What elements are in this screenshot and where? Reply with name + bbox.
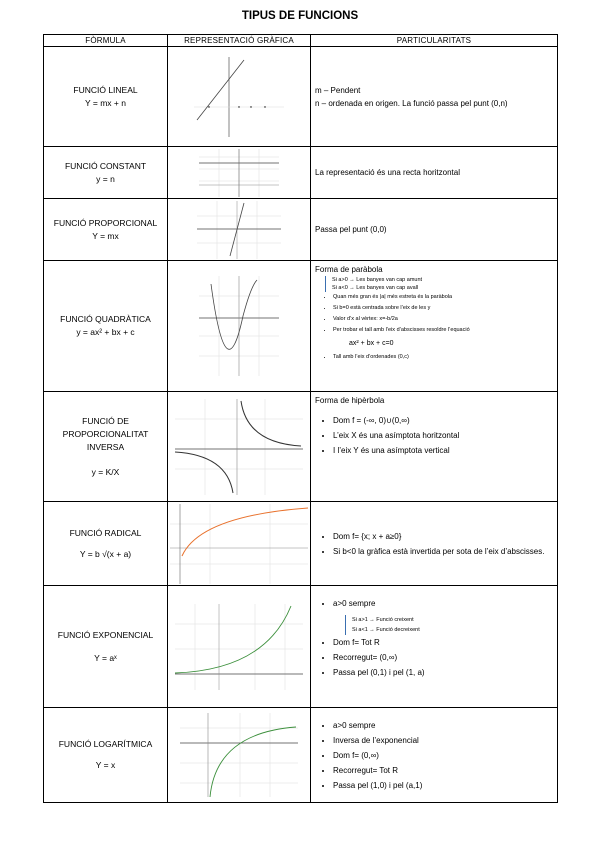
detail-heading: Forma de paràbola [315,265,383,274]
page-title: TIPUS DE FUNCIONS [241,10,359,22]
header-graph: REPRESENTACIÓ GRÀFICA [168,35,311,47]
function-name: FUNCIÓ CONSTANT [64,160,147,171]
function-name: FUNCIÓ EXPONENCIAL [57,629,154,640]
function-name: PROPORCIONALITAT [62,428,149,439]
bullet-list [315,635,557,680]
brace-line: Si a>0 → Les banyes van cap amunt [332,277,423,283]
header-row [44,35,558,47]
bullet-item: • Si b<0 la gràfica està invertida per sota de l’eix d’abscisses. [333,544,557,559]
bullet-list [315,718,557,793]
bullet-item: • Dom f= (0,∞) [333,748,557,763]
bullet-item: • Inversa de l’exponencial [333,733,557,748]
inverse-graph [175,399,303,495]
function-name: FUNCIÓ QUADRÀTICA [60,314,151,324]
function-formula: y = K/X [91,466,120,477]
quadratic-graph [199,276,279,376]
bullet-item: • a>0 sempre [333,596,557,611]
function-name: INVERSA [86,441,125,452]
function-formula: Y = aˣ [94,652,117,663]
detail-line: Passa pel punt (0,0) [315,225,387,234]
bullet-item: • Dom f = (-∞, 0)∪(0,∞) [333,413,557,428]
constant-graph [199,149,279,197]
row-exponential [44,586,558,708]
bullet-item: • a>0 sempre [333,718,557,733]
bullet-list [315,292,557,336]
function-formula: y = ax² + bx + c [76,327,135,337]
row-inverse [44,392,558,502]
bullet-item: • I l’eix Y és una asímptota vertical [333,443,557,458]
function-name: FUNCIÓ LOGARÍTMICA [58,739,153,749]
brace-group [345,615,557,635]
function-name: FUNCIÓ DE [82,415,129,426]
radical-graph [170,504,308,584]
brace-line: Si a>1 → Funció creixent [352,617,414,623]
bullet-list [315,529,557,559]
header-details: PARTICULARITATS [311,35,558,47]
bullet-item: • Tall amb l’eix d’ordenades (0,c) [333,352,557,363]
bullet-item: • Quan més gran és |a| més estreta és la paràbola [333,292,557,303]
bullet-item: • Per trobar el tall amb l’eix d’abscisses resoldre l’equació [333,325,557,336]
bullet-item: • Dom f= Tot R [333,635,557,650]
function-formula: Y = mx [92,230,119,241]
row-radical [44,502,558,586]
function-formula: y = n [96,173,115,184]
bullet-item: • Recorregut= (0,∞) [333,650,557,665]
bullet-item: • Passa pel (0,1) i pel (1, a) [333,665,557,680]
row-constant [44,147,558,199]
brace-line: Si a<1 → Funció decreixent [352,627,420,633]
function-formula: Y = b √(x + a) [79,548,132,559]
row-quadratic [44,261,558,392]
brace-group [325,276,557,292]
function-name: FUNCIÓ RADICAL [69,527,142,538]
function-formula: Y = mx + n [85,97,126,108]
detail-line: n – ordenada en origen. La funció passa pel punt (0,n) [315,98,508,108]
bullet-item: • Recorregut= Tot R [333,763,557,778]
row-linear [44,47,558,147]
equation: ax² + bx + c=0 [349,340,394,347]
row-proportional [44,199,558,261]
detail-line: La representació és una recta horitzontal [315,168,460,177]
function-name: FUNCIÓ PROPORCIONAL [53,217,158,228]
exponential-graph [175,604,303,690]
linear-graph [189,52,289,142]
header-formula: FÒRMULA [44,35,168,47]
logarithmic-graph [180,713,298,797]
functions-table [43,34,558,803]
bullet-item: • Passa pel (1,0) i pel (a,1) [333,778,557,793]
bullet-item: • Valor d’x al vèrtex: x=-b/2a [333,314,557,325]
bullet-item: • L’eix X és una asímptota horitzontal [333,428,557,443]
function-name: FUNCIÓ LINEAL [73,84,138,95]
detail-heading: Forma de hipèrbola [315,396,385,405]
row-logarithmic [44,708,558,803]
bullet-item: • Si b=0 està centrada sobre l’eix de les y [333,303,557,314]
function-formula: Y = x [95,760,116,770]
brace-line: Si a<0 → Les banyes van cap avall [332,285,419,291]
detail-line: m – Pendent [315,85,361,95]
proportional-graph [197,201,281,259]
bullet-item: • Dom f= {x; x + a≥0} [333,529,557,544]
bullet-list [315,413,557,458]
